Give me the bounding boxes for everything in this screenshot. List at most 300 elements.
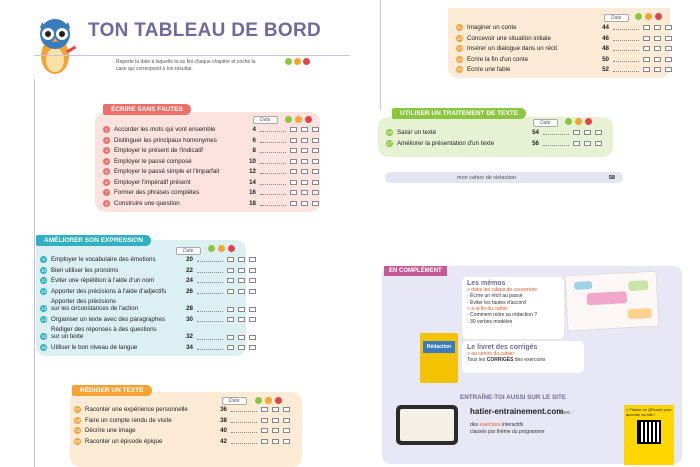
chapter-page: 36 — [220, 406, 227, 413]
chapter-row — [40, 288, 256, 295]
chapter-page: 24 — [186, 277, 193, 284]
neutral-face-icon — [218, 245, 225, 252]
checkbox-sad[interactable] — [665, 67, 672, 72]
chapter-label — [114, 147, 242, 154]
result-boxes — [227, 335, 256, 340]
date-header: Date — [253, 116, 278, 124]
chapter-page: 6 — [252, 136, 256, 144]
checkbox-sad[interactable] — [312, 159, 319, 164]
checkbox-happy[interactable] — [643, 67, 650, 72]
chapter-label-text: Écrire la fin d'un conte — [467, 55, 529, 63]
site-description — [470, 422, 580, 435]
chapter-number: 2 — [103, 137, 110, 144]
chapter-label-text: Former des phrases complètes — [114, 189, 200, 196]
checkbox-happy[interactable] — [261, 428, 268, 433]
checkbox-happy[interactable] — [227, 278, 234, 283]
checkbox-neutral[interactable] — [301, 148, 308, 153]
chapter-number: 4 — [103, 158, 110, 165]
result-boxes — [290, 127, 319, 132]
happy-face-icon — [285, 116, 292, 123]
faces-header — [208, 245, 235, 252]
checkbox-sad[interactable] — [312, 201, 319, 206]
faces-header — [565, 118, 592, 125]
chapter-page: 10 — [249, 157, 256, 165]
chapter-label — [467, 56, 595, 63]
qr-text: > Flashe ce QRcode pour accéder au site ! — [626, 407, 672, 417]
happy-face-icon — [208, 245, 215, 252]
checkbox-neutral[interactable] — [301, 180, 308, 185]
site-title: ENTRAÎNE-TOI AUSSI SUR LE SITE — [460, 394, 567, 401]
result-boxes — [227, 278, 256, 283]
checkbox-neutral[interactable] — [301, 138, 308, 143]
checkbox-happy[interactable] — [290, 190, 297, 195]
chapter-number: 24 — [456, 56, 462, 62]
chapter-row — [103, 137, 319, 144]
chapter-page: 34 — [186, 343, 193, 351]
divider — [34, 79, 35, 467]
neutral-face-icon — [265, 397, 272, 404]
chapter-number: 3 — [103, 147, 110, 154]
chapter-page: 4 — [252, 126, 256, 133]
date-field[interactable] — [197, 317, 223, 322]
checkbox-happy[interactable] — [290, 127, 297, 132]
checkbox-happy[interactable] — [261, 439, 268, 444]
date-field[interactable] — [197, 307, 223, 312]
checkbox-neutral[interactable] — [238, 335, 245, 340]
chapter-label — [114, 179, 242, 186]
site-text: classés par thème du programme — [470, 428, 545, 435]
result-boxes — [643, 46, 672, 51]
checkbox-sad[interactable] — [249, 317, 256, 322]
checkbox-neutral[interactable] — [654, 67, 661, 72]
checkbox-happy[interactable] — [227, 335, 234, 340]
checkbox-happy[interactable] — [290, 201, 297, 206]
qr-code-icon[interactable] — [637, 420, 661, 444]
chapter-label — [85, 406, 213, 413]
chapter-number: 7 — [103, 189, 110, 196]
livret-title: Le livret des corrigés — [467, 344, 538, 351]
faces-header — [255, 397, 282, 404]
checkbox-sad[interactable] — [283, 407, 290, 412]
checkbox-sad[interactable] — [249, 278, 256, 283]
qr-panel — [624, 405, 674, 465]
checkbox-sad[interactable] — [665, 25, 672, 30]
date-field[interactable] — [613, 46, 639, 51]
checkbox-sad[interactable] — [283, 439, 290, 444]
sad-face-icon — [275, 397, 282, 404]
chapter-page: 16 — [249, 189, 256, 196]
chapter-number: 8 — [103, 200, 110, 207]
site-text: exercices — [479, 422, 501, 428]
checkbox-neutral[interactable] — [272, 439, 279, 444]
chapter-label-text: Employer le vocabulaire des émotions — [51, 256, 156, 263]
sad-face-icon — [303, 58, 310, 65]
chapter-number: 23 — [456, 46, 462, 51]
chapter-row — [456, 24, 672, 31]
checkbox-happy[interactable] — [290, 180, 297, 185]
memo-preview-image — [565, 271, 660, 332]
date-field[interactable] — [613, 36, 639, 41]
chapter-label — [85, 417, 213, 424]
checkbox-neutral[interactable] — [654, 25, 661, 30]
checkbox-sad[interactable] — [283, 428, 290, 433]
chapter-row — [103, 200, 319, 207]
result-boxes — [290, 180, 319, 185]
chapter-page: 52 — [602, 66, 609, 73]
chapter-label-text: sur les circonstances de l'action — [51, 305, 139, 312]
date-header: Date — [176, 247, 201, 255]
divider — [34, 55, 350, 56]
checkbox-neutral[interactable] — [654, 36, 661, 41]
checkbox-happy[interactable] — [643, 36, 650, 41]
checkbox-sad[interactable] — [665, 46, 672, 51]
chapter-label — [114, 158, 242, 165]
checkbox-happy[interactable] — [290, 169, 297, 174]
checkbox-sad[interactable] — [312, 138, 319, 143]
result-boxes — [643, 57, 672, 62]
chapter-row — [103, 179, 319, 186]
chapter-label-text: Raconter une expérience personnelle — [85, 406, 188, 413]
chapter-page: 14 — [249, 178, 256, 186]
chapter-label-text: Employer le passé composé — [114, 157, 192, 165]
result-boxes — [643, 67, 672, 72]
section-title: ÉCRIRE SANS FAUTES — [103, 104, 191, 115]
date-field[interactable] — [231, 407, 257, 412]
checkbox-neutral[interactable] — [238, 345, 245, 350]
livret-text: des exercices — [513, 357, 546, 363]
sad-face-icon — [585, 118, 592, 125]
checkbox-sad[interactable] — [312, 169, 319, 174]
chapter-label-text: Concevoir une situation initiale — [467, 34, 551, 42]
checkbox-neutral[interactable] — [272, 407, 279, 412]
checkbox-sad[interactable] — [665, 36, 672, 41]
checkbox-sad[interactable] — [249, 268, 256, 273]
livret-text: Tous les — [467, 357, 487, 363]
checkbox-happy[interactable] — [227, 289, 234, 294]
sad-face-icon — [228, 245, 235, 252]
checkbox-sad[interactable] — [249, 335, 256, 340]
chapter-label-text: Bien utiliser les pronoms — [51, 266, 119, 274]
chapter-label — [397, 129, 525, 136]
checkbox-sad[interactable] — [249, 257, 256, 262]
site-avec: avec : — [560, 410, 574, 416]
result-boxes — [227, 317, 256, 322]
date-field[interactable] — [260, 201, 286, 206]
faces-header — [285, 116, 312, 123]
result-boxes — [573, 130, 602, 135]
chapter-label-text: Employer le passé simple et l'imparfait — [114, 168, 220, 175]
checkbox-sad[interactable] — [312, 180, 319, 185]
date-field[interactable] — [231, 439, 257, 444]
chapter-label — [467, 45, 595, 52]
chapter-row — [103, 126, 319, 133]
checkbox-neutral[interactable] — [238, 257, 245, 262]
chapter-row — [40, 316, 256, 323]
checkbox-sad[interactable] — [249, 307, 256, 312]
book-label: Rédaction — [423, 341, 455, 353]
happy-face-icon — [285, 58, 292, 65]
result-boxes — [290, 138, 319, 143]
checkbox-happy[interactable] — [261, 407, 268, 412]
checkbox-happy[interactable] — [227, 307, 234, 312]
chapter-page: 44 — [602, 24, 609, 31]
memos-line: · 30 verbes modèles — [467, 318, 513, 325]
neutral-face-icon — [645, 13, 652, 20]
checkbox-neutral[interactable] — [301, 190, 308, 195]
checkbox-sad[interactable] — [249, 289, 256, 294]
checkbox-happy[interactable] — [227, 257, 234, 262]
date-header: Date — [604, 14, 629, 22]
chapter-number: 17 — [74, 407, 80, 412]
chapter-row — [103, 158, 319, 165]
result-boxes — [290, 169, 319, 174]
chapter-number: 16 — [40, 344, 46, 350]
chapter-number: 19 — [74, 428, 80, 433]
book-cover-image — [420, 333, 458, 383]
date-field[interactable] — [231, 418, 257, 423]
memos-line: > à la fin du cahier — [467, 306, 508, 312]
chapter-number: 21 — [456, 25, 462, 30]
chapter-label-text: Rédiger des réponses à des questions — [51, 326, 157, 333]
date-field[interactable] — [231, 428, 257, 433]
neutral-face-icon — [575, 118, 582, 125]
date-field[interactable] — [197, 345, 223, 350]
result-boxes — [573, 141, 602, 146]
date-header: Date — [533, 119, 558, 127]
checkbox-happy[interactable] — [227, 268, 234, 273]
chapter-number: 26 — [386, 130, 392, 135]
chapter-page: 46 — [602, 34, 609, 42]
chapter-row — [40, 344, 256, 351]
checkbox-neutral[interactable] — [654, 46, 661, 51]
date-field[interactable] — [543, 141, 569, 146]
neutral-face-icon — [295, 116, 302, 123]
checkbox-neutral[interactable] — [301, 169, 308, 174]
chapter-label — [85, 438, 213, 445]
chapter-label-text: Apporter des précisions — [51, 298, 117, 305]
chapter-label-text: Apporter des précisions à l'aide d'adjectifs — [51, 287, 167, 295]
memos-line: · Comment relire sa rédaction ? — [467, 312, 538, 318]
chapter-label-text: Organiser un texte avec des paragraphes — [51, 315, 165, 323]
memos-title: Les mémos — [467, 280, 506, 287]
checkbox-neutral[interactable] — [238, 307, 245, 312]
checkbox-neutral[interactable] — [238, 278, 245, 283]
happy-face-icon — [565, 118, 572, 125]
chapter-label-text: Imaginer un conte — [467, 24, 517, 31]
result-boxes — [227, 345, 256, 350]
chapter-row — [40, 267, 256, 274]
livret-line: > au centre du cahier — [467, 351, 515, 357]
chapter-number: 10 — [40, 267, 46, 273]
chapter-row — [456, 45, 672, 52]
checkbox-happy[interactable] — [643, 46, 650, 51]
livret-bold: CORRIGÉS — [486, 357, 514, 363]
chapter-row — [103, 147, 319, 154]
chapter-page: 12 — [249, 168, 256, 175]
page-title: TON TABLEAU DE BORD — [88, 20, 321, 41]
checkbox-happy[interactable] — [573, 141, 580, 146]
faces-header — [635, 13, 662, 20]
chapter-number: 9 — [40, 256, 47, 263]
chapter-page: 18 — [249, 199, 256, 207]
chapter-label — [467, 24, 595, 31]
site-text: des — [470, 422, 480, 428]
checkbox-happy[interactable] — [227, 345, 234, 350]
checkbox-sad[interactable] — [595, 130, 602, 135]
section-title: AMÉLIORER SON EXPRESSION — [36, 235, 151, 246]
chapter-row — [74, 438, 290, 445]
chapter-page: 40 — [220, 427, 227, 434]
checkbox-sad[interactable] — [312, 148, 319, 153]
checkbox-neutral[interactable] — [272, 428, 279, 433]
chapter-label-text: Utiliser le bon niveau de langue — [51, 343, 138, 351]
chapter-row — [103, 189, 319, 196]
date-field[interactable] — [260, 190, 286, 195]
intro-text: Reporte la date à laquelle tu as fini chaque chapitre et coche la case qui correspond à ton résultat. — [116, 59, 256, 72]
chapter-row — [386, 140, 602, 147]
date-field[interactable] — [260, 148, 286, 153]
chapter-page: 50 — [602, 55, 609, 63]
checkbox-happy[interactable] — [643, 25, 650, 30]
livret-line — [467, 357, 579, 364]
date-field[interactable] — [197, 257, 223, 262]
checkbox-happy[interactable] — [290, 138, 297, 143]
checkbox-happy[interactable] — [261, 418, 268, 423]
chapter-label — [51, 298, 179, 312]
date-field[interactable] — [260, 159, 286, 164]
chapter-label-text: Faire un compte rendu de visite — [85, 416, 172, 424]
chapter-page: 32 — [186, 333, 193, 340]
date-field[interactable] — [613, 57, 639, 62]
date-field[interactable] — [197, 335, 223, 340]
checkbox-neutral[interactable] — [584, 141, 591, 146]
chapter-label — [467, 35, 595, 42]
chapter-label-text: Décrire une image — [85, 427, 136, 434]
chapter-page: 28 — [186, 305, 193, 312]
chapter-label — [85, 427, 213, 434]
chapter-page: 48 — [602, 45, 609, 52]
date-field[interactable] — [543, 130, 569, 135]
chapter-label — [51, 256, 179, 263]
chapter-page: 54 — [532, 129, 539, 136]
checkbox-neutral[interactable] — [238, 317, 245, 322]
complement-title: EN COMPLÉMENT — [384, 266, 447, 276]
checkbox-sad[interactable] — [312, 190, 319, 195]
checkbox-neutral[interactable] — [301, 201, 308, 206]
chapter-label-text: Améliorer la présentation d'un texte — [397, 139, 495, 147]
date-field[interactable] — [197, 289, 223, 294]
sad-face-icon — [305, 116, 312, 123]
date-field[interactable] — [197, 278, 223, 283]
chapter-label-text: sur un texte — [51, 333, 84, 340]
chapter-number: 22 — [456, 35, 462, 41]
section-title: UTILISER UN TRAITEMENT DE TEXTE — [392, 108, 526, 119]
chapter-row — [386, 129, 602, 136]
result-boxes — [227, 257, 256, 262]
chapter-row — [40, 298, 256, 312]
chapter-label — [114, 200, 242, 207]
chapter-label-text: Construire une question — [114, 199, 180, 207]
cahier-row — [385, 172, 623, 183]
checkbox-happy[interactable] — [290, 159, 297, 164]
date-field[interactable] — [197, 268, 223, 273]
checkbox-neutral[interactable] — [272, 418, 279, 423]
result-boxes — [227, 268, 256, 273]
date-field[interactable] — [260, 127, 286, 132]
chapter-page: 20 — [186, 256, 193, 263]
result-boxes — [261, 428, 290, 433]
chapter-row — [40, 326, 256, 340]
memos-line: · Écrire un récit au passé — [467, 293, 523, 299]
checkbox-neutral[interactable] — [238, 289, 245, 294]
chapter-number: 6 — [103, 179, 110, 186]
chapter-page: 26 — [186, 287, 193, 295]
date-field[interactable] — [613, 67, 639, 72]
checkbox-happy[interactable] — [227, 317, 234, 322]
chapter-label — [467, 66, 595, 73]
chapter-row — [103, 168, 319, 175]
chapter-label-text: Employer le présent de l'indicatif — [114, 147, 203, 154]
chapter-label-text: Insérer un dialogue dans un récit — [467, 45, 558, 52]
sad-face-icon — [655, 13, 662, 20]
checkbox-neutral[interactable] — [584, 130, 591, 135]
site-link[interactable]: hatier-entrainement.com — [470, 407, 564, 416]
chapter-label — [51, 288, 179, 295]
checkbox-sad[interactable] — [283, 418, 290, 423]
checkbox-neutral[interactable] — [301, 127, 308, 132]
chapter-label — [114, 189, 242, 196]
checkbox-happy[interactable] — [290, 148, 297, 153]
tablet-image — [396, 405, 458, 445]
checkbox-happy[interactable] — [573, 130, 580, 135]
date-field[interactable] — [613, 25, 639, 30]
checkbox-neutral[interactable] — [238, 268, 245, 273]
date-field[interactable] — [260, 169, 286, 174]
section-title: RÉDIGER UN TEXTE — [72, 385, 152, 396]
chapter-row — [456, 66, 672, 73]
chapter-label-text: Employer l'impératif présent — [114, 178, 191, 186]
date-header: Date — [222, 397, 247, 405]
chapter-row — [40, 277, 256, 284]
chapter-number: 18 — [74, 417, 80, 423]
chapter-label-text: Raconter un épisode épique — [85, 437, 163, 445]
chapter-label-text: Saisir un texte — [397, 129, 437, 136]
result-boxes — [290, 201, 319, 206]
date-field[interactable] — [260, 180, 286, 185]
owl-mascot-icon — [30, 14, 80, 78]
chapter-label — [114, 137, 242, 144]
checkbox-neutral[interactable] — [301, 159, 308, 164]
checkbox-sad[interactable] — [249, 345, 256, 350]
chapter-number: 14 — [40, 316, 46, 322]
checkbox-happy[interactable] — [643, 57, 650, 62]
chapter-number: 12 — [40, 288, 46, 294]
chapter-label-text: Accorder les mots qui vont ensemble — [114, 126, 216, 133]
checkbox-sad[interactable] — [665, 57, 672, 62]
chapter-page: 42 — [220, 437, 227, 445]
date-field[interactable] — [260, 138, 286, 143]
checkbox-neutral[interactable] — [654, 57, 661, 62]
cahier-page: 58 — [608, 174, 615, 181]
cahier-label: mon cahier de rédaction — [457, 174, 517, 181]
site-text: interactifs — [500, 422, 524, 428]
checkbox-sad[interactable] — [595, 141, 602, 146]
memos-line: > dans les rabats de couverture — [467, 287, 538, 293]
chapter-page: 56 — [532, 139, 539, 147]
neutral-face-icon — [294, 58, 301, 65]
chapter-label-text: Distinguer les principaux homonymes — [114, 136, 217, 144]
checkbox-sad[interactable] — [312, 127, 319, 132]
